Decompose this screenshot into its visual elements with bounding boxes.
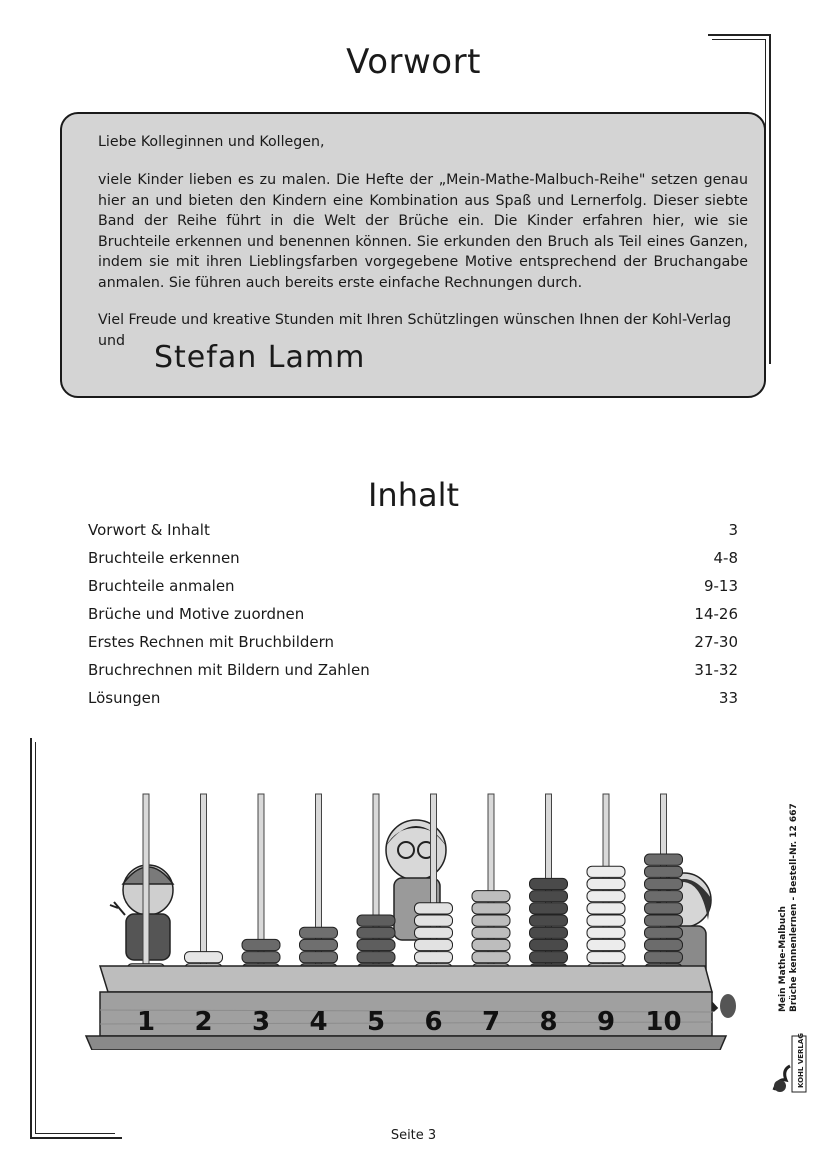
toc-entry-pages: 27-30 <box>694 633 738 651</box>
toc-entry-label: Erstes Rechnen mit Bruchbildern <box>88 633 335 651</box>
abacus-rod-number: 3 <box>251 1007 271 1037</box>
frame-line-top-right-h-inner <box>712 39 766 40</box>
abacus-rod-number: 6 <box>424 1007 443 1037</box>
abacus-bead <box>415 903 453 914</box>
abacus-bead <box>242 952 280 963</box>
abacus-bead <box>300 927 338 938</box>
abacus-rod-number: 7 <box>481 1007 501 1037</box>
abacus-bead <box>645 915 683 926</box>
abacus-bead <box>645 903 683 914</box>
preface-body: viele Kinder lieben es zu malen. Die Hefte der „Mein-Mathe-Malbuch-Reihe" setzen genau hier an und bieten den Kindern eine Kombination aus Spaß und Lernerfolg. Dieser siebte Band der Reihe führt in die Welt der Brüche ein. Die Kinder erfahren hier, wie sie Bruchteile erkennen und benennen können. Sie erkunden den Bruch als Teil eines Ganzen, indem sie mit ihren Lieblingsfarben vorgegebene Motive entsprechend der Bruchangabe anmalen. Sie führen auch bereits erste einfache Rechnungen durch. <box>98 172 748 291</box>
abacus-rod-number: 10 <box>645 1007 682 1037</box>
abacus-bead <box>472 952 510 963</box>
abacus-bead <box>530 927 568 938</box>
abacus-bead <box>530 878 568 889</box>
preface-box <box>60 112 766 398</box>
preface-closing: Viel Freude und kreative Stunden mit Ihren Schützlingen wünschen Ihnen der Kohl-Verlag <box>98 312 732 328</box>
abacus-bead <box>587 891 625 902</box>
page-number: Seite 3 <box>390 1128 437 1143</box>
abacus-bead <box>415 927 453 938</box>
abacus-bead <box>357 927 395 938</box>
abacus-bead <box>300 939 338 950</box>
abacus-bead <box>415 915 453 926</box>
abacus-rod-number: 2 <box>194 1007 213 1037</box>
abacus-rod-number: 1 <box>136 1007 156 1037</box>
abacus-bead <box>587 939 625 950</box>
abacus-bead <box>530 939 568 950</box>
abacus-bead <box>587 952 625 963</box>
abacus-bead <box>645 866 683 877</box>
toc-entry-pages: 14-26 <box>694 605 738 623</box>
preface-title: Vorwort <box>346 42 481 82</box>
frame-line-top-right-h <box>708 34 770 36</box>
frame-line-bottom-left-v-inner <box>35 742 36 1134</box>
publisher-name: KOHL VERLAG <box>797 1032 805 1088</box>
abacus-bead <box>472 903 510 914</box>
abacus-bead <box>530 915 568 926</box>
signature: Stefan Lamm <box>154 340 366 375</box>
abacus-base <box>86 966 726 1050</box>
abacus-rod-number: 9 <box>596 1007 616 1037</box>
toc-entry <box>88 516 738 544</box>
abacus-rod-number: 4 <box>309 1007 328 1037</box>
abacus-bead <box>645 927 683 938</box>
preface-greeting: Liebe Kolleginnen und Kollegen, <box>98 134 325 150</box>
abacus-bead <box>357 939 395 950</box>
toc-entry-pages: 9-13 <box>703 577 738 595</box>
abacus-rod <box>143 794 149 976</box>
toc-entry-label: Vorwort & Inhalt <box>88 521 210 539</box>
toc-entry-label: Lösungen <box>88 689 161 707</box>
toc-entry <box>88 656 738 684</box>
abacus-bead <box>242 939 280 950</box>
book-subtitle: Brüche kennenlernen - Bestell-Nr. 12 667 <box>789 803 799 1012</box>
abacus-bead <box>472 891 510 902</box>
preface-und: und <box>98 333 125 349</box>
abacus-bead <box>530 952 568 963</box>
abacus-bead <box>357 915 395 926</box>
abacus-bead <box>587 927 625 938</box>
toc-entry-label: Brüche und Motive zuordnen <box>88 605 305 623</box>
frame-line-top-right-v <box>769 34 771 364</box>
abacus-bead <box>645 891 683 902</box>
toc-entry-label: Bruchteile erkennen <box>88 549 240 567</box>
abacus-rod-number: 8 <box>539 1007 558 1037</box>
abacus-bead <box>587 903 625 914</box>
toc-entry-pages: 4-8 <box>713 549 738 567</box>
toc-entry-pages: 31-32 <box>694 661 738 679</box>
abacus-illustration <box>80 780 740 1050</box>
toc-entry <box>88 600 738 628</box>
side-imprint <box>778 803 800 1012</box>
abacus-bead <box>530 891 568 902</box>
abacus-bead <box>472 939 510 950</box>
abacus-bead <box>587 866 625 877</box>
abacus-bead <box>472 915 510 926</box>
frame-line-bottom-left-v <box>30 738 32 1138</box>
abacus-bead <box>645 952 683 963</box>
abacus-rod <box>201 794 207 976</box>
series-name: Mein Mathe-Malbuch <box>778 906 788 1012</box>
abacus-bead <box>530 903 568 914</box>
abacus-rod-number: 5 <box>366 1007 386 1037</box>
abacus-bead <box>472 927 510 938</box>
table-of-contents <box>88 516 738 712</box>
abacus-bead <box>587 878 625 889</box>
abacus-bead <box>185 952 223 963</box>
abacus-bead <box>415 952 453 963</box>
abacus-bead <box>357 952 395 963</box>
toc-entry <box>88 544 738 572</box>
toc-entry-label: Bruchteile anmalen <box>88 577 235 595</box>
abacus-bead <box>645 854 683 865</box>
child-left <box>110 865 173 960</box>
toc-entry-pages: 3 <box>728 521 738 539</box>
abacus-bead <box>645 878 683 889</box>
toc-title: Inhalt <box>367 476 460 514</box>
publisher-logo <box>770 1030 818 1094</box>
toc-entry <box>88 684 738 712</box>
abacus-bead <box>300 952 338 963</box>
abacus-bead <box>645 939 683 950</box>
abacus-bead <box>415 939 453 950</box>
abacus-bead <box>587 915 625 926</box>
toc-entry <box>88 628 738 656</box>
toc-entry-label: Bruchrechnen mit Bildern und Zahlen <box>88 661 370 679</box>
toc-entry <box>88 572 738 600</box>
toc-entry-pages: 33 <box>718 689 738 707</box>
